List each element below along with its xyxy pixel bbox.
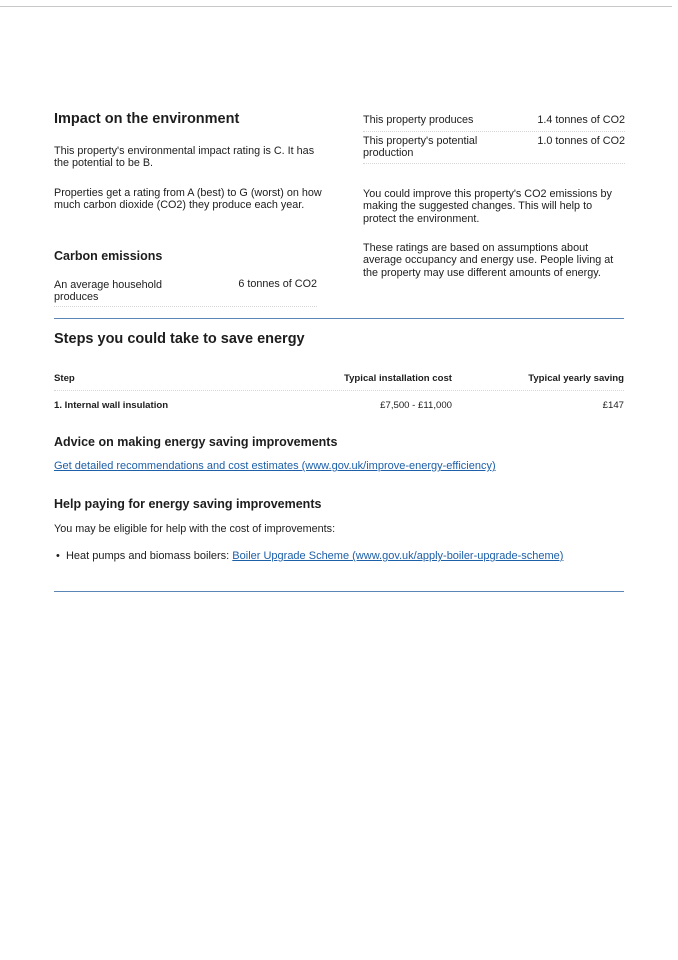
environment-rating-text: This property's environmental impact rating is C. It has the potential to be B. (54, 145, 315, 170)
potential-production-value: 1.0 tonnes of CO2 (537, 135, 625, 147)
step-name: 1. Internal wall insulation (54, 400, 169, 411)
section-divider (54, 591, 624, 592)
help-heading: Help paying for energy saving improvements (54, 497, 322, 511)
row-divider (363, 131, 625, 132)
average-household-value: 6 tonnes of CO2 (238, 278, 317, 290)
improve-energy-efficiency-link[interactable]: Get detailed recommendations and cost estimates (www.gov.uk/improve-energy-efficiency) (54, 460, 496, 472)
bullet: • (56, 550, 60, 562)
carbon-emissions-heading: Carbon emissions (54, 249, 163, 263)
rating-explainer: Properties get a rating from A (best) to G (worst) on how much carbon dioxide (CO2) they produce each year. (54, 187, 322, 212)
potential-production-label: This property's potential production (363, 135, 478, 159)
property-produces-label: This property produces (363, 114, 474, 126)
col-header-cost: Typical installation cost (343, 373, 452, 384)
environment-heading: Impact on the environment (54, 111, 240, 127)
improve-text: You could improve this property's CO2 emissions by making the suggested changes. This will help to protect the environment. (363, 188, 612, 225)
list-item (56, 550, 563, 562)
advice-heading: Advice on making energy saving improvements (54, 435, 338, 449)
property-produces-value: 1.4 tonnes of CO2 (537, 114, 625, 126)
table-header-divider (54, 390, 624, 391)
help-item-prefix: Heat pumps and biomass boilers: (65, 550, 230, 562)
step-cost: £7,500 - £11,000 (380, 400, 452, 411)
assumptions-text: These ratings are based on assumptions about average occupancy and energy use. People living at the property may use different amounts of energy. (363, 242, 614, 279)
boiler-upgrade-scheme-link[interactable]: Boiler Upgrade Scheme (www.gov.uk/apply-boiler-upgrade-scheme) (232, 550, 564, 562)
col-header-step: Step (54, 373, 75, 384)
row-divider (54, 306, 317, 307)
col-header-saving: Typical yearly saving (528, 373, 624, 384)
row-divider (363, 163, 625, 164)
average-household-label: An average household produces (54, 279, 163, 303)
steps-heading: Steps you could take to save energy (54, 331, 305, 347)
step-saving: £147 (602, 400, 624, 411)
help-intro: You may be eligible for help with the cost of improvements: (54, 523, 336, 535)
section-divider (54, 318, 624, 319)
scan-edge-line (0, 6, 672, 7)
